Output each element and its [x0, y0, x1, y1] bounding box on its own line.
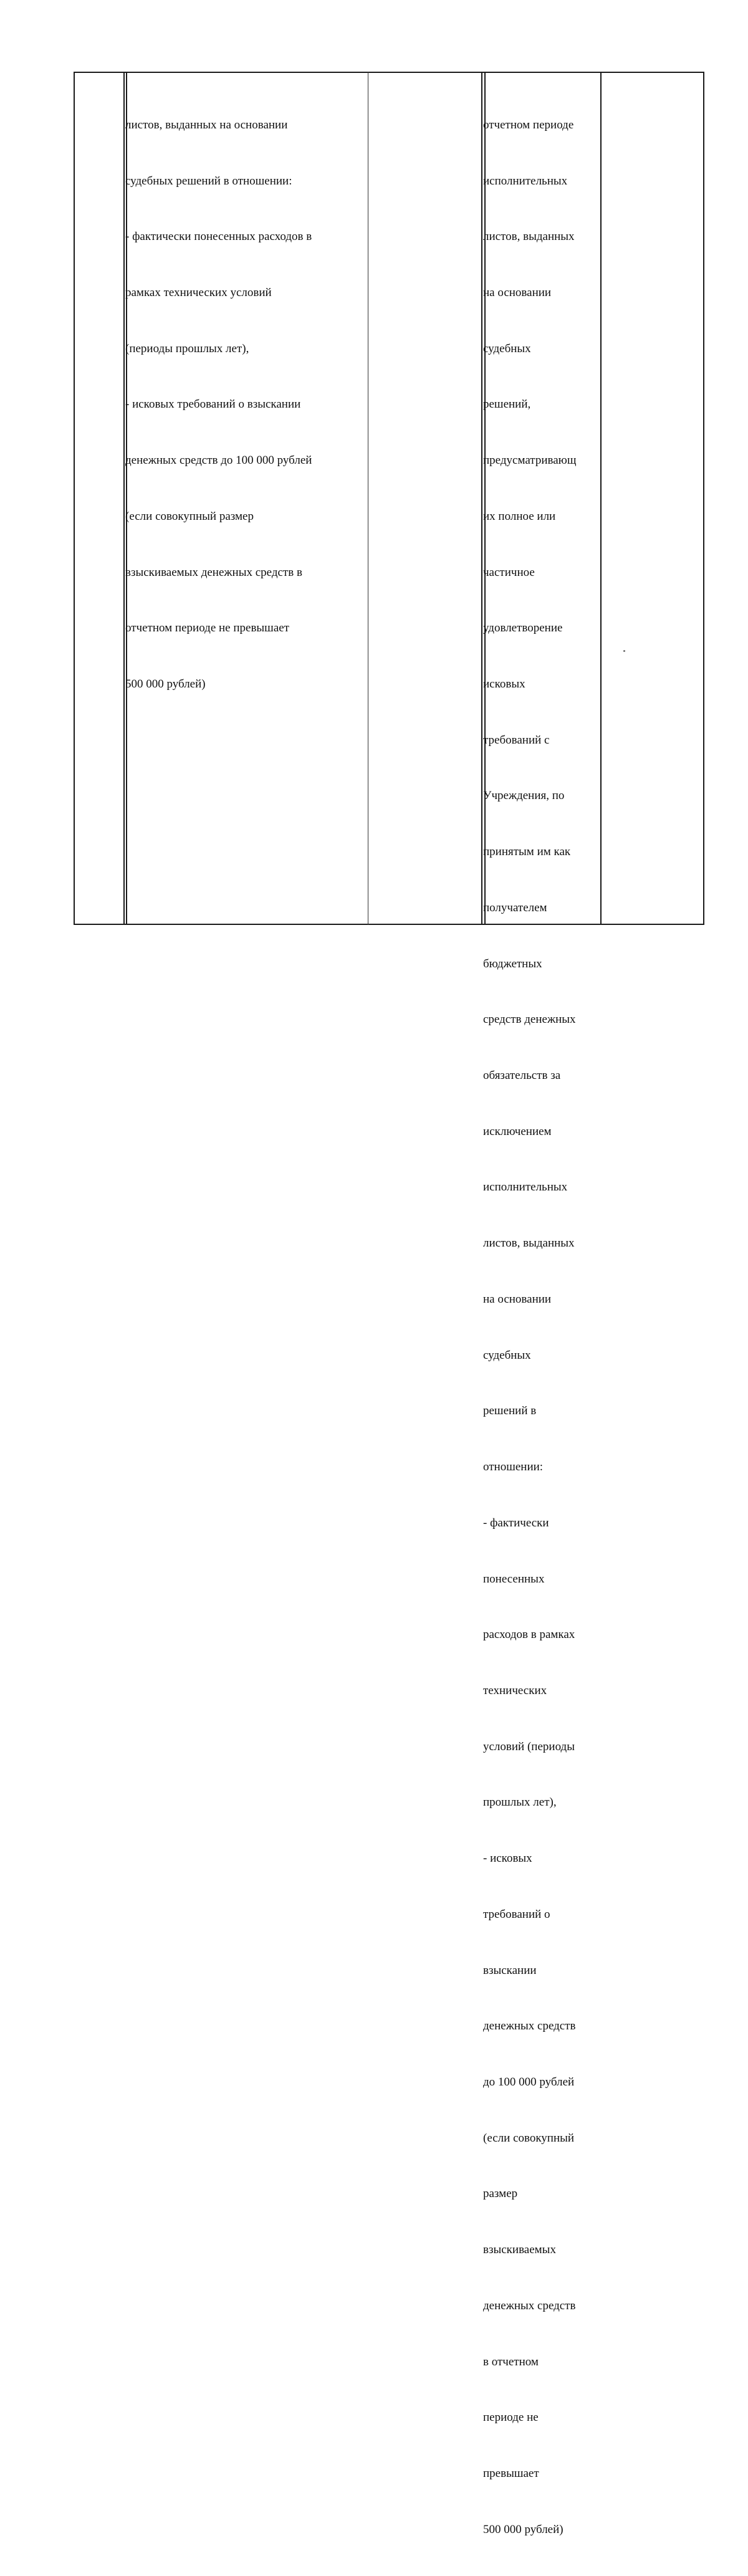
cell-line: частичное	[483, 565, 535, 579]
cell-line: прошлых лет),	[483, 1796, 557, 1809]
cell-line: исключением	[483, 1124, 552, 1138]
cell-line: 500 000 рублей)	[125, 678, 206, 691]
cell-line: технических	[483, 1683, 547, 1697]
table-cell-column-4	[483, 79, 576, 2576]
cell-line: денежных средств	[483, 2299, 576, 2312]
cell-line: - исковых требований о взыскании	[125, 398, 301, 411]
cell-line: бюджетных	[483, 957, 542, 970]
cell-line: исполнительных	[483, 174, 568, 188]
cell-line: взыскиваемых	[483, 2243, 556, 2257]
cell-line: листов, выданных	[483, 1237, 575, 1250]
cell-line: листов, выданных на основании	[125, 118, 288, 132]
cell-line: превышает	[483, 2467, 539, 2480]
cell-line: исковых	[483, 678, 525, 691]
cell-line: судебных	[483, 342, 531, 355]
cell-line: средств денежных	[483, 1013, 576, 1027]
cell-line: взыскании	[483, 1963, 537, 1977]
table-cell-column-2	[125, 79, 312, 731]
cell-line: отчетном периоде	[483, 118, 574, 132]
column-divider-3	[481, 72, 482, 925]
cell-line: (если совокупный размер	[125, 509, 254, 523]
cell-line: получателем	[483, 901, 547, 914]
cell-line: требований с	[483, 733, 550, 747]
cell-line: их полное или	[483, 509, 556, 523]
cell-line: расходов в рамках	[483, 1628, 575, 1642]
cell-line: понесенных	[483, 1572, 545, 1586]
cell-line: требований о	[483, 1907, 550, 1921]
cell-line: взыскиваемых денежных средств в	[125, 565, 302, 579]
cell-line: судебных	[483, 1348, 531, 1362]
cell-line: отчетном периоде не превышает	[125, 621, 289, 635]
cell-line: Учреждения, по	[483, 789, 565, 803]
cell-line: исполнительных	[483, 1180, 568, 1194]
cell-line: денежных средств	[483, 2019, 576, 2033]
cell-line: на основании	[483, 1292, 552, 1306]
cell-line: размер	[483, 2187, 518, 2201]
cell-line: до 100 000 рублей	[483, 2075, 575, 2089]
column-divider-4	[600, 72, 602, 925]
cell-line: обязательств за	[483, 1069, 561, 1083]
cell-line: рамках технических условий	[125, 285, 272, 299]
cell-line: (если совокупный	[483, 2131, 575, 2145]
cell-line: судебных решений в отношении:	[125, 174, 292, 188]
cell-line: листов, выданных	[483, 230, 575, 244]
cell-line: 500 000 рублей)	[483, 2522, 563, 2536]
cell-line: денежных средств до 100 000 рублей	[125, 454, 312, 467]
cell-line: удовлетворение	[483, 621, 563, 635]
cell-line: - фактически	[483, 1516, 549, 1530]
cell-line: в отчетном	[483, 2355, 539, 2368]
cell-line: - исковых	[483, 1852, 532, 1865]
cell-line: отношении:	[483, 1460, 544, 1474]
cell-line: решений,	[483, 398, 531, 411]
cell-line: принятым им как	[483, 845, 571, 859]
cell-line: (периоды прошлых лет),	[125, 342, 249, 355]
cell-line: условий (периоды	[483, 1740, 575, 1753]
scan-artifact	[623, 650, 625, 652]
cell-line: предусматривающ	[483, 454, 577, 467]
cell-line: решений в	[483, 1404, 537, 1418]
column-divider-1	[123, 72, 125, 925]
cell-line: на основании	[483, 285, 552, 299]
cell-line: периоде не	[483, 2411, 539, 2425]
cell-line: - фактически понесенных расходов в	[125, 230, 312, 244]
